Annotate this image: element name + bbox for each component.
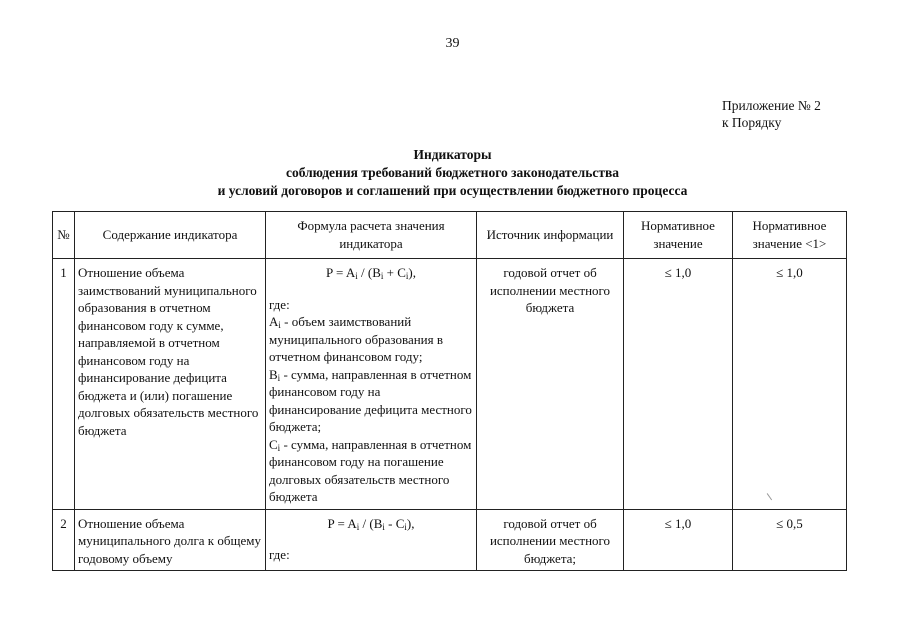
normative-value-1: ≤ 1,0 <box>624 509 733 571</box>
document-title <box>0 146 905 200</box>
normative-value-2: ≤ 1,0 <box>733 259 847 510</box>
header-formula: Формула расчета значения индикатора <box>266 212 477 259</box>
row-number: 2 <box>53 509 75 571</box>
indicator-formula <box>266 259 477 510</box>
formula-term-b: $B_i$ - сумма, направленная в отчетном финансовом году на финансирование дефицита местного бюджета; <box>269 366 472 434</box>
indicators-table <box>52 211 847 571</box>
table-row <box>53 509 847 571</box>
table-header-row <box>53 212 847 259</box>
normative-value-1: ≤ 1,0 <box>624 259 733 510</box>
information-source: годовой отчет об исполнении местного бюджета; <box>477 509 624 571</box>
indicator-formula <box>266 509 477 571</box>
header-norm-2: Нормативное значение <1> <box>733 212 847 259</box>
formula-term-c: $C_i$ - сумма, направленная в отчетном финансовом году на погашение долговых обязательств местного бюджета <box>269 436 472 504</box>
formula-where: где: <box>269 547 290 562</box>
title-line-2: соблюдения требований бюджетного законодательства <box>285 165 620 180</box>
row-number: 1 <box>53 259 75 510</box>
formula-expression: $P = A_i / (B_i + C_i)$, <box>325 265 417 281</box>
title-line-3: и условий договоров и соглашений при осуществлении бюджетного процесса <box>217 183 688 198</box>
appendix-line-2: к Порядку <box>722 115 782 130</box>
indicator-content: Отношение объема муниципального долга к общему годовому объему <box>75 509 266 571</box>
formula-where: где: <box>269 296 290 312</box>
appendix-line-1: Приложение № 2 <box>722 98 821 113</box>
table-row <box>53 259 847 510</box>
formula-expression: $P = A_i / (B_i - C_i)$, <box>327 515 415 532</box>
indicator-content: Отношение объема заимствований муниципального образования в отчетном финансовом году к сумме, направляемой в отчетном финансовом году на финансирование дефицита бюджета и (или) погашение долговых обязательств местного бюджета <box>75 259 266 510</box>
header-num: № <box>53 212 75 259</box>
title-line-1: Индикаторы <box>413 147 492 162</box>
header-norm-1: Нормативное значение <box>624 212 733 259</box>
page-number: 39 <box>445 36 460 51</box>
header-source: Источник информации <box>477 212 624 259</box>
header-content: Содержание индикатора <box>75 212 266 259</box>
normative-value-2: ≤ 0,5 <box>733 509 847 571</box>
information-source: годовой отчет об исполнении местного бюджета <box>477 259 624 510</box>
formula-term-a: $A_i$ - объем заимствований муниципального образования в отчетном финансовом году; <box>269 314 443 364</box>
appendix-reference <box>722 97 821 131</box>
